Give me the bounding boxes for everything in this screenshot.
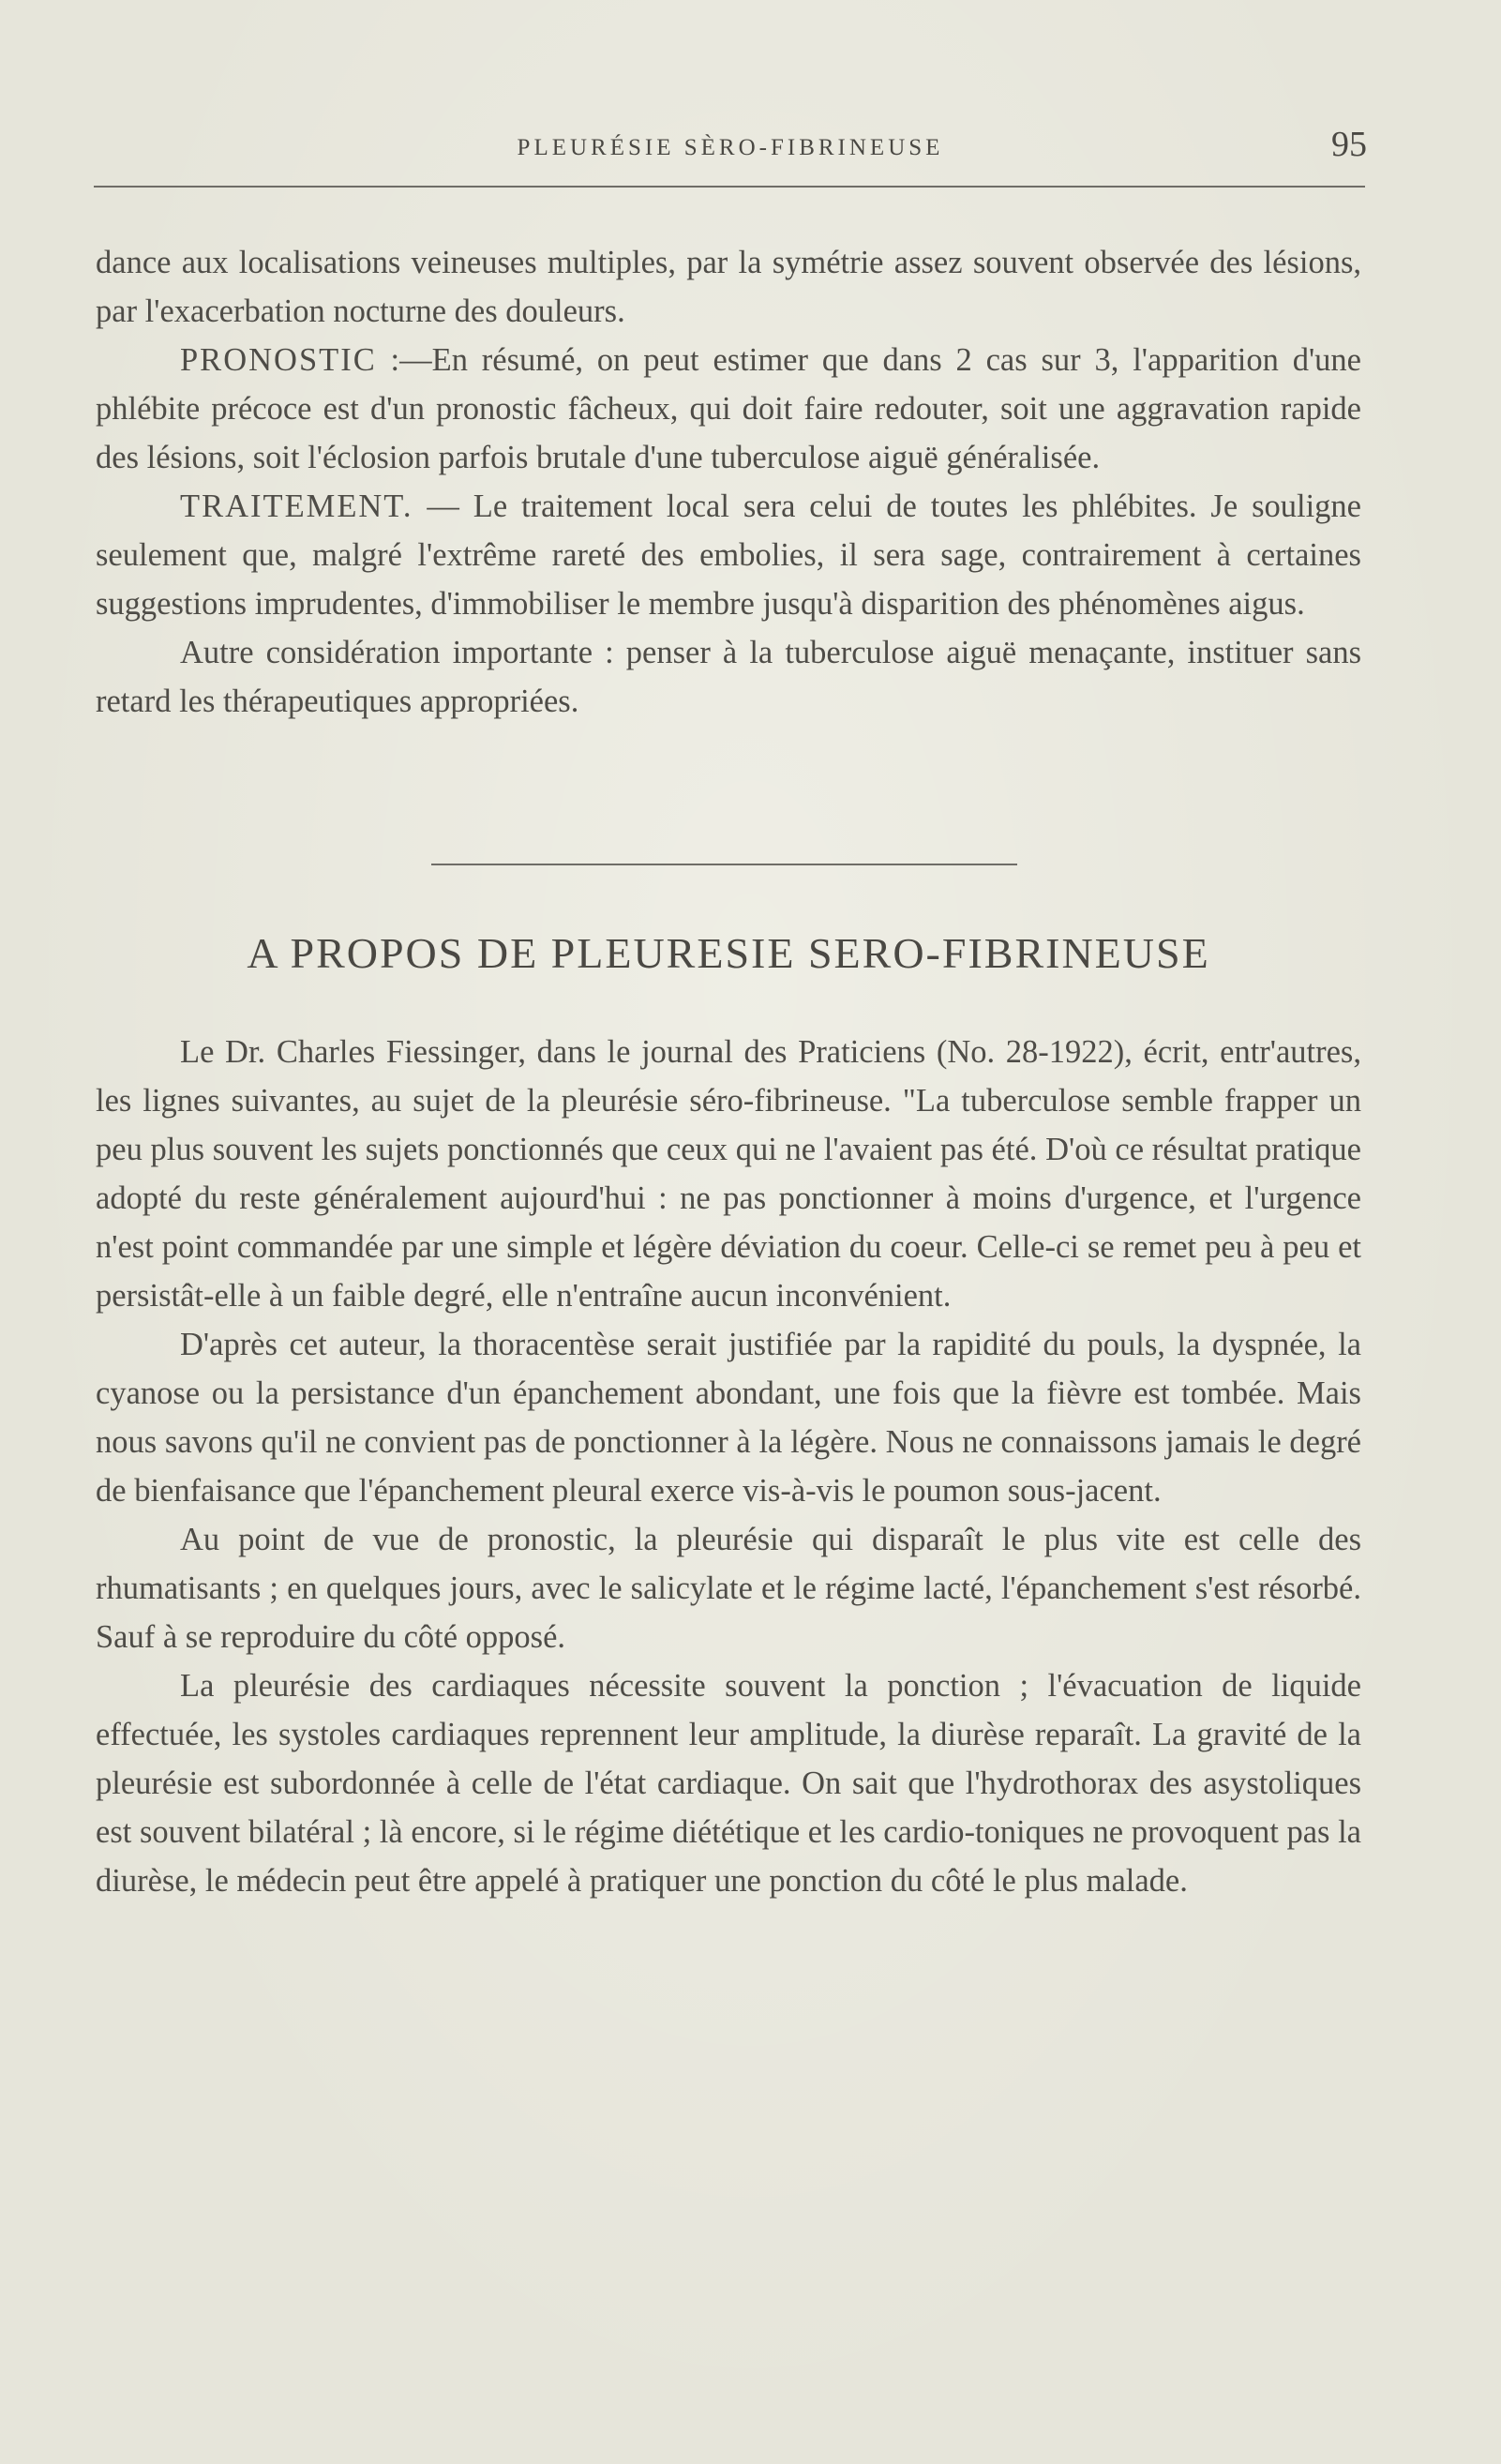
article-title: A PROPOS DE PLEURESIE SERO-FIBRINEUSE: [247, 929, 1210, 977]
paragraph-traitement: [96, 482, 1361, 628]
section-divider: [431, 864, 1017, 865]
pronostic-heading: PRONOSTIC: [180, 342, 377, 378]
article-paragraph-1: Le Dr. Charles Fiessinger, dans le journal des Praticiens (No. 28-1922), écrit, entr'autres, les lignes suivantes, au sujet de la pleurésie séro-fibrineuse. "La tuberculose semble frapper un peu plus souvent les sujets ponctionnés que ceux qui ne l'avaient pas été. D'où ce résultat pratique adopté du reste généralement aujourd'hui : ne pas ponctionner à moins d'urgence, et l'urgence n'est point commandée par une simple et légère déviation du coeur. Celle-ci se remet peu à peu et persistât-elle à un faible degré, elle n'entraîne aucun inconvénient.: [96, 1034, 1361, 1314]
page-number: 95: [1331, 125, 1367, 164]
article-paragraph-2: D'après cet auteur, la thoracentèse serait justifiée par la rapidité du pouls, la dyspnée, la cyanose ou la persistance d'un épanchement abondant, une fois que la fièvre est tombée. Mais nous savons qu'il ne convient pas de ponctionner à la légère. Nous ne connaissons jamais le degré de bienfaisance que l'épanchement pleural exerce vis-à-vis le poumon sous-jacent.: [96, 1327, 1361, 1509]
traitement-text: — Le traitement local sera celui de toutes les phlébites. Je souligne seulement que, malgré l'extrême rareté des embolies, il sera sage, contrairement à certaines suggestions imprudentes, d'immobiliser le membre jusqu'à disparition des phénomènes aigus.: [96, 488, 1361, 622]
running-head: [94, 120, 1367, 167]
header-rule: [94, 186, 1365, 188]
article-body: [96, 1028, 1361, 1905]
paragraph-consideration: Autre considération importante : penser à la tuberculose aiguë menaçante, instituer sans retard les thérapeutiques appropriées.: [96, 635, 1361, 719]
traitement-heading: TRAITEMENT.: [180, 488, 413, 524]
previous-article-ending: [96, 238, 1361, 726]
paragraph-pronostic: [96, 336, 1361, 482]
pronostic-text: :—En résumé, on peut estimer que dans 2 cas sur 3, l'apparition d'une phlébite précoce est d'un pronostic fâcheux, qui doit faire redouter, soit une aggravation rapide des lésions, soit l'éclosion parfois brutale d'une tuberculose aiguë généralisée.: [96, 342, 1361, 475]
paragraph-continuation: dance aux localisations veineuses multiples, par la symétrie assez souvent observée des lésions, par l'exacerbation nocturne des douleurs.: [96, 245, 1361, 329]
running-title: PLEURÉSIE SÈRO-FIBRINEUSE: [517, 135, 944, 160]
article-paragraph-4: La pleurésie des cardiaques nécessite souvent la ponction ; l'évacuation de liquide effectuée, les systoles cardiaques reprennent leur amplitude, la diurèse reparaît. La gravité de la pleurésie est subordonnée à celle de l'état cardiaque. On sait que l'hydrothorax des asystoliques est souvent bilatéral ; là encore, si le régime diététique et les cardio-toniques ne provoquent pas la diurèse, le médecin peut être appelé à pratiquer une ponction du côté le plus malade.: [96, 1668, 1361, 1899]
article-paragraph-3: Au point de vue de pronostic, la pleurésie qui disparaît le plus vite est celle des rhumatisants ; en quelques jours, avec le salicylate et le régime lacté, l'épanchement s'est résorbé. Sauf à se reproduire du côté opposé.: [96, 1522, 1361, 1655]
